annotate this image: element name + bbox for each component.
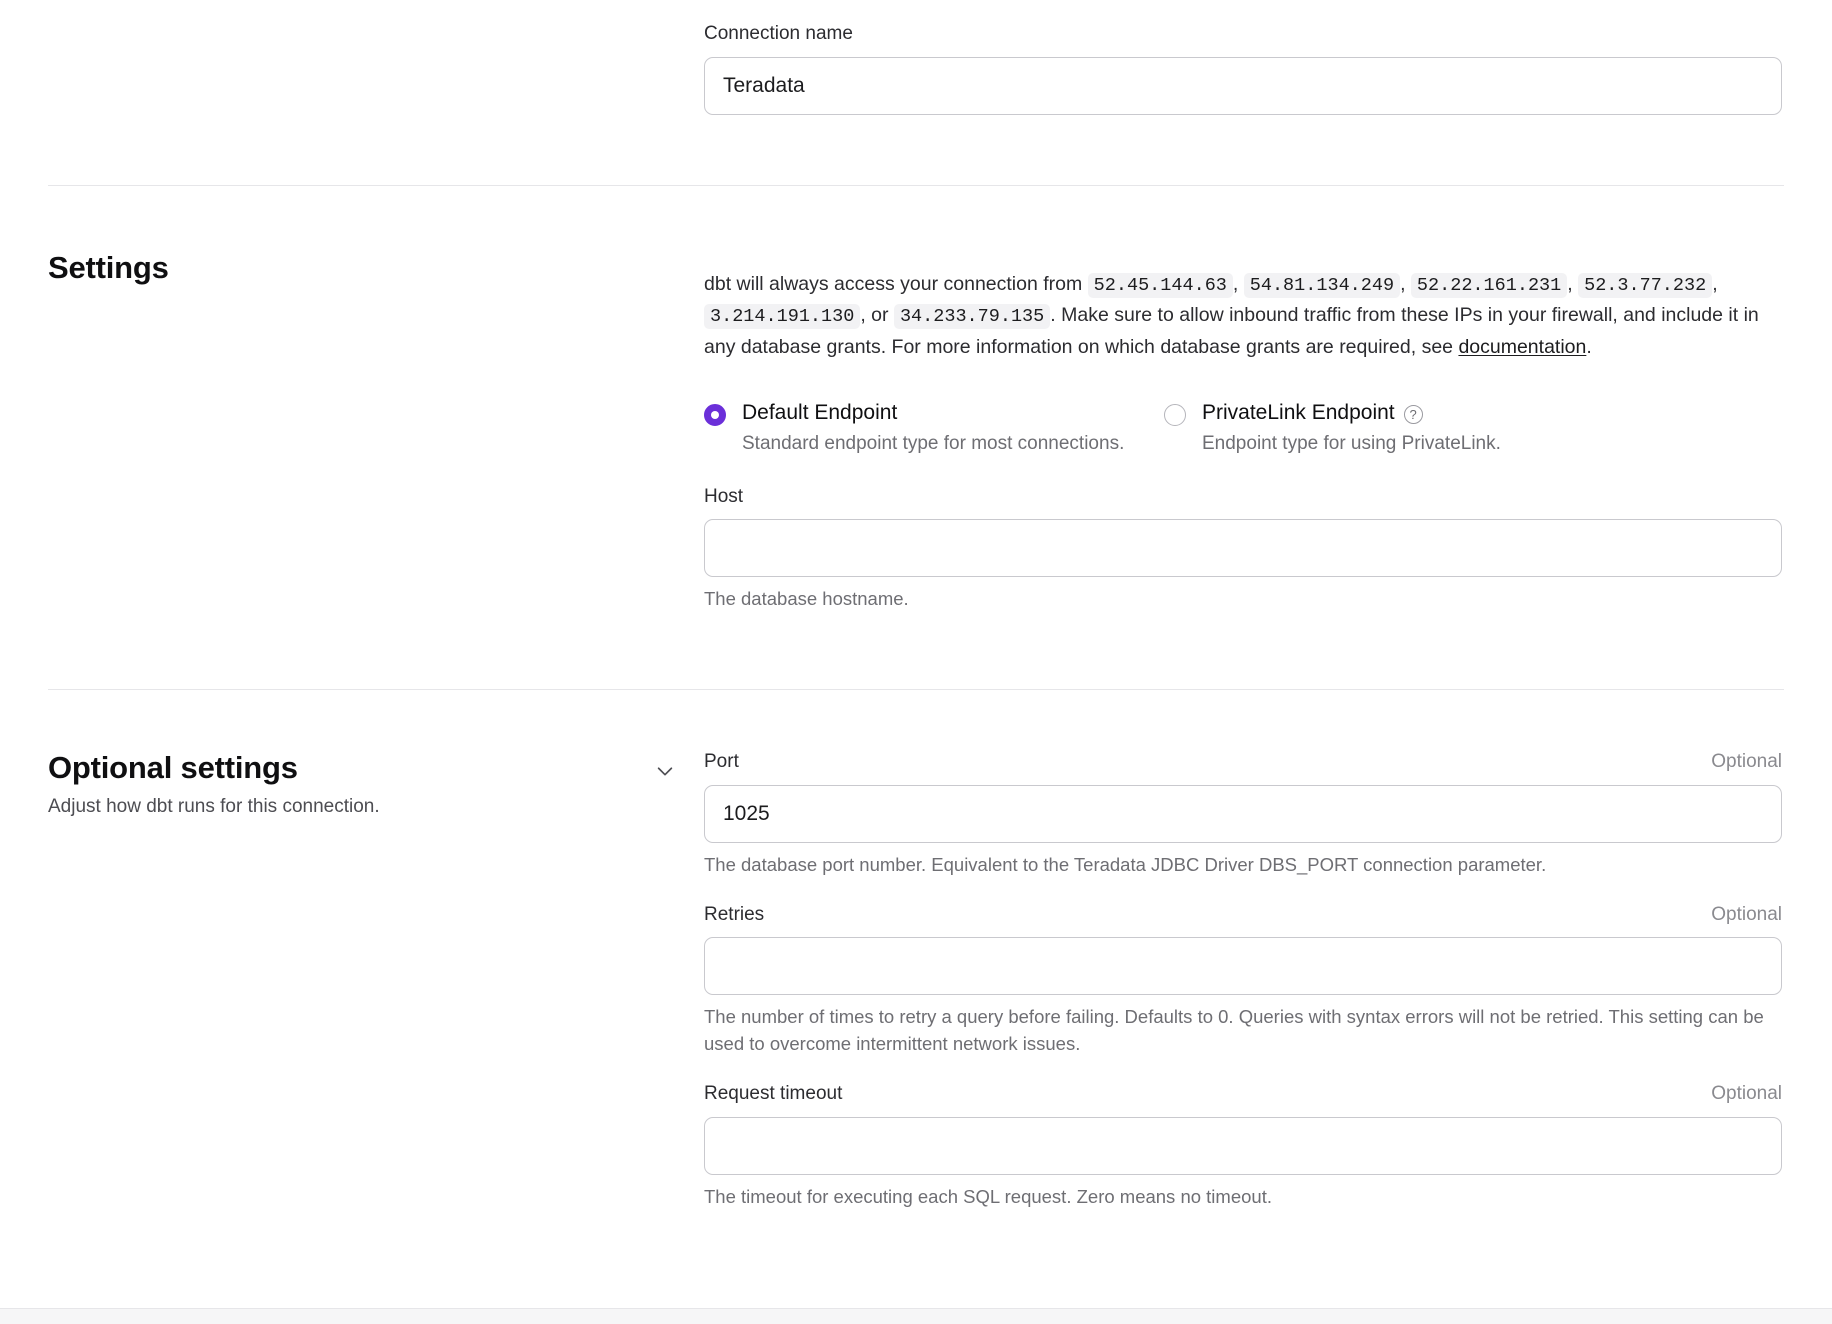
endpoint-option-default[interactable] xyxy=(704,400,1164,454)
port-optional-tag: Optional xyxy=(1711,751,1782,773)
radio-unselected-icon[interactable] xyxy=(1164,404,1186,426)
port-input[interactable] xyxy=(704,785,1782,843)
ip-outro-text-1: . Make sure to allow inbound traffic from these IPs in your firewall, and include it in any database grants. For more information on which database grants are required, see xyxy=(704,304,1759,358)
ip-allowlist-paragraph: dbt will always access your connection from 52.45.144.63 , 54.81.134.249 , 52.22.161.231 , 52.3.77.232 , 3.214.191.130 , or 34.233.79.135 . Make sure to allow inbound traffic from these IPs in your firewall, and include it in any database grants. For more information on which database grants are required, see documentation. xyxy=(704,273,1759,358)
retries-input[interactable] xyxy=(704,937,1782,995)
port-label: Port xyxy=(704,751,739,773)
host-field xyxy=(704,485,1782,614)
port-field xyxy=(704,750,1782,879)
request-timeout-optional-tag: Optional xyxy=(1711,1082,1782,1104)
endpoint-option-privatelink-title xyxy=(1202,400,1501,425)
settings-section xyxy=(0,186,1832,617)
ip-chip-5: 3.214.191.130 xyxy=(704,304,860,329)
host-input[interactable] xyxy=(704,519,1782,577)
ip-outro-text-2: . xyxy=(1586,335,1592,358)
retries-field xyxy=(704,903,1782,1058)
port-helper-text: The database port number. Equivalent to the Teradata JDBC Driver DBS_PORT connection parameter. xyxy=(704,853,1547,875)
endpoint-option-privatelink-title-text: PrivateLink Endpoint xyxy=(1202,401,1395,425)
ip-chip-4: 52.3.77.232 xyxy=(1578,273,1712,298)
optional-settings-right xyxy=(704,750,1782,1214)
endpoint-option-default-texts xyxy=(742,400,1124,454)
retries-helper-text: The number of times to retry a query before failing. Defaults to 0. Queries with syntax errors will not be retried. This setting can be used to overcome intermittent network issues. xyxy=(704,1006,1764,1055)
request-timeout-field xyxy=(704,1082,1782,1211)
settings-left xyxy=(48,250,704,617)
retries-label-row xyxy=(704,903,1782,928)
ip-chip-2: 54.81.134.249 xyxy=(1244,273,1400,298)
retries-label: Retries xyxy=(704,903,765,925)
retries-optional-tag: Optional xyxy=(1711,903,1782,925)
connection-name-label: Connection name xyxy=(704,23,853,44)
connection-name-section xyxy=(0,0,1832,115)
documentation-link[interactable]: documentation xyxy=(1458,335,1587,358)
ip-intro-text: dbt will always access your connection from xyxy=(704,273,1083,296)
endpoint-type-radio-group xyxy=(704,400,1782,454)
optional-settings-left xyxy=(48,750,704,1214)
or-word: or xyxy=(871,304,889,327)
host-helper-text: The database hostname. xyxy=(704,588,909,610)
optional-settings-section xyxy=(0,690,1832,1214)
optional-settings-subtitle: Adjust how dbt runs for this connection. xyxy=(48,796,380,818)
connection-name-left-spacer xyxy=(48,22,704,115)
port-label-row xyxy=(704,750,1782,775)
request-timeout-label: Request timeout xyxy=(704,1082,843,1104)
ip-chip-3: 52.22.161.231 xyxy=(1411,273,1567,298)
ip-chip-6: 34.233.79.135 xyxy=(894,304,1050,329)
settings-right xyxy=(704,250,1782,617)
request-timeout-label-row xyxy=(704,1082,1782,1107)
connection-name-input[interactable] xyxy=(704,57,1782,115)
settings-title: Settings xyxy=(48,249,169,285)
host-label: Host xyxy=(704,485,744,507)
ip-chip-1: 52.45.144.63 xyxy=(1088,273,1233,298)
radio-selected-icon[interactable] xyxy=(704,404,726,426)
endpoint-option-privatelink-texts xyxy=(1202,400,1501,454)
question-mark-icon[interactable]: ? xyxy=(1404,405,1423,424)
optional-settings-title: Optional settings xyxy=(48,750,298,786)
endpoint-option-default-title: Default Endpoint xyxy=(742,401,898,425)
request-timeout-input[interactable] xyxy=(704,1117,1782,1175)
chevron-down-icon[interactable] xyxy=(654,760,676,782)
page-bottom-strip xyxy=(0,1308,1832,1324)
endpoint-option-privatelink[interactable] xyxy=(1164,400,1501,454)
request-timeout-helper-text: The timeout for executing each SQL request. Zero means no timeout. xyxy=(704,1185,1272,1207)
endpoint-option-default-description: Standard endpoint type for most connections. xyxy=(742,432,1125,454)
connection-name-right xyxy=(704,22,1782,115)
endpoint-option-privatelink-description: Endpoint type for using PrivateLink. xyxy=(1202,432,1501,454)
